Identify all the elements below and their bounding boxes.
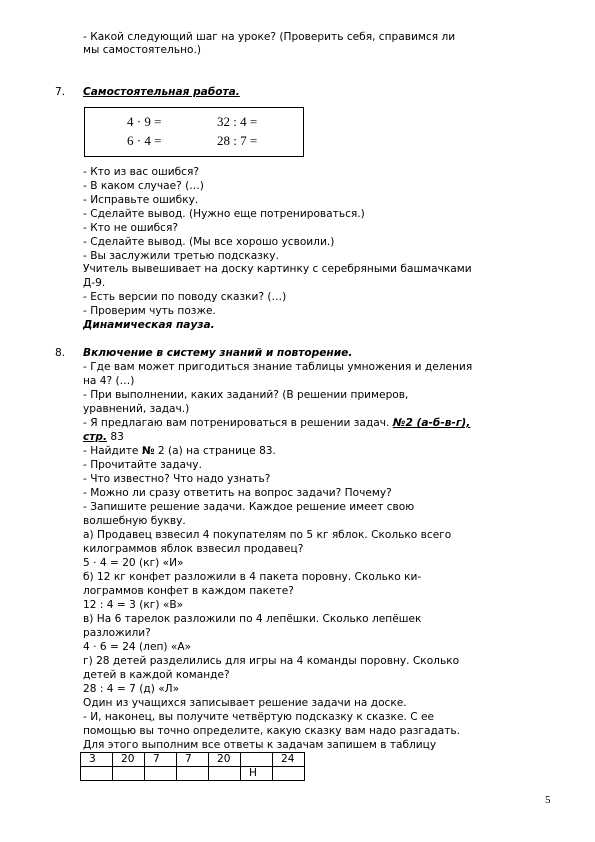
text-line: в) На 6 тарелок разложили по 4 лепёшки. Сколько лепёшек bbox=[83, 613, 422, 625]
table-cell bbox=[273, 767, 305, 781]
text-fragment: 83 bbox=[107, 431, 124, 443]
expression-4: 28 : 7 = bbox=[217, 133, 258, 148]
text-line: Учитель вывешивает на доску картинку с серебряными башмачками bbox=[83, 263, 472, 275]
table-row bbox=[81, 753, 305, 767]
text-line: на 4? (…) bbox=[83, 375, 135, 387]
text-line: - Что известно? Что надо узнать? bbox=[83, 473, 271, 485]
text-fragment: - Я предлагаю вам потренироваться в решении задач. bbox=[83, 417, 393, 429]
text-line: г) 28 детей разделились для игры на 4 команды поровну. Сколько bbox=[83, 655, 460, 667]
text-line: - Вы заслужили третью подсказку. bbox=[83, 250, 279, 262]
text-line: помощью вы точно определите, какую сказку вам надо разгадать. bbox=[83, 725, 461, 737]
text-line: - И, наконец, вы получите четвёртую подсказку к сказке. С ее bbox=[83, 711, 435, 723]
page-number: 5 bbox=[545, 794, 551, 806]
dynamic-pause-heading: Динамическая пауза. bbox=[83, 319, 215, 331]
section-number-7: 7. bbox=[55, 86, 66, 98]
text-line: Для этого выполним все ответы к задачам запишем в таблицу bbox=[83, 739, 437, 751]
text-line: а) Продавец взвесил 4 покупателям по 5 кг яблок. Сколько всего bbox=[83, 529, 452, 541]
table-cell: 7 bbox=[145, 753, 177, 767]
text-line: детей в каждой команде? bbox=[83, 669, 230, 681]
text-line: уравнений, задач.) bbox=[83, 403, 190, 415]
text-line: б) 12 кг конфет разложили в 4 пакета поровну. Сколько ки- bbox=[83, 571, 422, 583]
text-line: - Исправьте ошибку. bbox=[83, 194, 199, 206]
text-line: - Кто из вас ошибся? bbox=[83, 166, 199, 178]
text-line: - При выполнении, каких заданий? (В решении примеров, bbox=[83, 389, 409, 401]
text-line: разложили? bbox=[83, 627, 151, 639]
table-cell bbox=[113, 767, 145, 781]
table-cell: 7 bbox=[177, 753, 209, 767]
text-line: - Где вам может пригодиться знание таблицы умножения и деления bbox=[83, 361, 473, 373]
expression-3: 6 · 4 = bbox=[127, 133, 162, 148]
table-cell: 3 bbox=[81, 753, 113, 767]
text-line: - Какой следующий шаг на уроке? (Проверить себя, справимся ли bbox=[83, 31, 456, 43]
text-line: - Сделайте вывод. (Нужно еще потренироваться.) bbox=[83, 208, 365, 220]
text-line: - Запишите решение задачи. Каждое решение имеет свою bbox=[83, 501, 415, 513]
text-fragment: - Найдите bbox=[83, 445, 142, 457]
text-line: - В каком случае? (…) bbox=[83, 180, 204, 192]
text-line: лограммов конфет в каждом пакете? bbox=[83, 585, 294, 597]
table-cell: Н bbox=[241, 767, 273, 781]
number-sign: № bbox=[141, 445, 155, 457]
expression-2: 32 : 4 = bbox=[217, 114, 258, 129]
table-cell bbox=[145, 767, 177, 781]
table-cell bbox=[209, 767, 241, 781]
section-7-title: Самостоятельная работа. bbox=[83, 86, 240, 98]
text-fragment: 2 (а) на странице 83. bbox=[154, 445, 276, 457]
table-cell: 20 bbox=[209, 753, 241, 767]
text-line bbox=[83, 445, 276, 458]
text-line: 5 · 4 = 20 (кг) «И» bbox=[83, 557, 184, 569]
table-cell: 24 bbox=[273, 753, 305, 767]
table-cell bbox=[177, 767, 209, 781]
text-line: - Есть версии по поводу сказки? (…) bbox=[83, 291, 287, 303]
text-line bbox=[83, 431, 124, 444]
text-line: 28 : 4 = 7 (д) «Л» bbox=[83, 683, 180, 695]
text-line: 4 · 6 = 24 (леп) «А» bbox=[83, 641, 192, 653]
text-line: волшебную букву. bbox=[83, 515, 186, 527]
answer-table bbox=[80, 752, 305, 781]
text-line: - Можно ли сразу ответить на вопрос задачи? Почему? bbox=[83, 487, 392, 499]
text-line: - Прочитайте задачу. bbox=[83, 459, 202, 471]
table-cell bbox=[81, 767, 113, 781]
text-line: килограммов яблок взвесил продавец? bbox=[83, 543, 304, 555]
text-line bbox=[83, 417, 470, 430]
text-line: - Проверим чуть позже. bbox=[83, 305, 216, 317]
text-line: мы самостоятельно.) bbox=[83, 44, 201, 56]
section-8-title: Включение в систему знаний и повторение. bbox=[83, 347, 353, 359]
text-line: Один из учащихся записывает решение задачи на доске. bbox=[83, 697, 407, 709]
text-line: Д-9. bbox=[83, 277, 106, 289]
table-cell: 20 bbox=[113, 753, 145, 767]
table-row bbox=[81, 767, 305, 781]
expression-1: 4 · 9 = bbox=[127, 114, 162, 129]
text-line: 12 : 4 = 3 (кг) «В» bbox=[83, 599, 184, 611]
exercise-box bbox=[84, 107, 304, 157]
text-line: - Кто не ошибся? bbox=[83, 222, 178, 234]
page-reference-label: стр. bbox=[83, 431, 108, 443]
text-line: - Сделайте вывод. (Мы все хорошо усвоили.) bbox=[83, 236, 335, 248]
table-cell bbox=[241, 753, 273, 767]
task-reference: №2 (а-б-в-г), bbox=[392, 417, 471, 429]
section-number-8: 8. bbox=[55, 347, 66, 359]
